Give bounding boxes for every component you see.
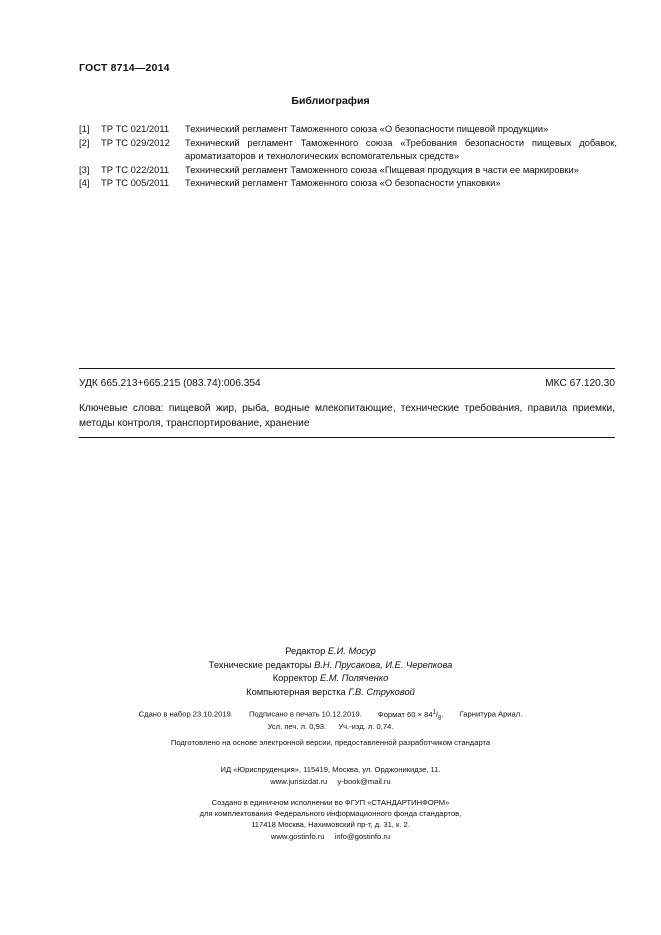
printed-line-3: 117418 Москва, Нахимовский пр-т, д. 31, к. 2.: [251, 820, 410, 830]
publisher-block: [0, 764, 661, 787]
corrector-name: Е.М. Поляченко: [320, 673, 389, 684]
bibliography-number: [1]: [79, 123, 90, 134]
top-divider: [79, 368, 615, 369]
bibliography-item: [79, 122, 617, 136]
bibliography-item: [79, 163, 617, 177]
bibliography-text: Технический регламент Таможенного союза «О безопасности пищевой продукции»: [185, 123, 549, 134]
submitted-date: Сдано в набор 23.10.2019.: [138, 709, 233, 719]
prepared-note: Подготовлено на основе электронной версии, предоставленной разработчиком стандарта: [170, 738, 491, 747]
print-sheets: Усл. печ. л. 0,93.: [267, 722, 327, 731]
printed-site: www.gostinfo.ru: [270, 831, 325, 841]
corrector-label: Корректор: [272, 673, 318, 684]
bibliography-text: Технический регламент Таможенного союза «Пищевая продукция в части ее маркировки»: [185, 163, 579, 175]
bibliography-code: ТР ТС 029/2012: [101, 136, 170, 148]
publication-sheets: Уч.-изд. л. 0,74.: [338, 722, 394, 731]
typeface-info: Гарнитура Ариал.: [459, 709, 523, 719]
bibliography-number: [3]: [79, 163, 90, 175]
tech-editors-label: Технические редакторы: [208, 659, 312, 670]
bibliography-code: ТР ТС 005/2011: [101, 177, 170, 189]
printed-line-1: Создано в единичном исполнении во ФГУП «СТАНДАРТИНФОРМ»: [211, 798, 450, 807]
bibliography-title: Библиография: [291, 95, 370, 107]
bibliography-list: [79, 122, 617, 190]
publisher-address: ИД «Юриспруденция», 115419, Москва, ул. Орджоникидзе, 11.: [220, 765, 441, 774]
publisher-contacts: [0, 776, 661, 788]
keywords: Ключевые слова: пищевой жир, рыба, водные млекопитающие, технические требования, правила приемки, методы контроля, транспортирование, хранение: [79, 403, 615, 429]
bibliography-code: ТР ТС 022/2011: [101, 163, 170, 175]
bottom-divider: [79, 437, 615, 438]
format-prefix: Формат 60 × 84: [377, 709, 433, 719]
mks-code: МКС 67.120.30: [545, 378, 615, 389]
tech-editors-names: В.Н. Прусакова, И.Е. Черепкова: [314, 659, 453, 670]
editor-line: [0, 645, 661, 659]
layout-label: Компьютерная верстка: [246, 686, 346, 697]
publisher-site: www.jurisizdat.ru: [270, 776, 328, 786]
printed-contacts: [0, 831, 661, 842]
standard-header: ГОСТ 8714—2014: [79, 62, 170, 74]
print-info-line: [0, 709, 661, 721]
udk-code: УДК 665.213+665.215 (083.74):006.354: [79, 378, 261, 389]
bibliography-number: [2]: [79, 136, 90, 148]
bibliography-item: [79, 176, 617, 190]
layout-line: [0, 686, 661, 700]
printed-block: [0, 797, 661, 842]
sheets-line: [0, 722, 661, 731]
corrector-line: [0, 672, 661, 686]
publisher-email: y-book@mail.ru: [337, 776, 391, 786]
format-numerator: 1: [432, 709, 436, 715]
bibliography-code: ТР ТС 021/2011: [101, 123, 170, 134]
bibliography-text: Технический регламент Таможенного союза «О безопасности упаковки»: [185, 177, 501, 189]
printed-email: info@gostinfo.ru: [334, 831, 391, 841]
bibliography-number: [4]: [79, 177, 90, 189]
printed-line-2: для комплектования Федерального информационного фонда стандартов,: [199, 809, 462, 819]
bibliography-item: [79, 136, 617, 163]
editor-name: Е.И. Мосур: [327, 646, 376, 656]
editor-label: Редактор: [285, 646, 326, 656]
bibliography-text: Технический регламент Таможенного союза «Требования безопасности пищевых добавок, ароматизаторов и технологических вспомогательных средств»: [185, 136, 617, 162]
credits-block: [0, 645, 661, 699]
signed-date: Подписано в печать 10.12.2019.: [249, 709, 362, 719]
layout-name: Г.В. Струковой: [348, 686, 415, 697]
tech-editors-line: [0, 659, 661, 673]
format-denominator: 8: [438, 715, 442, 722]
format-info: Формат $60 \times 84^1/_8$.: [377, 709, 444, 722]
